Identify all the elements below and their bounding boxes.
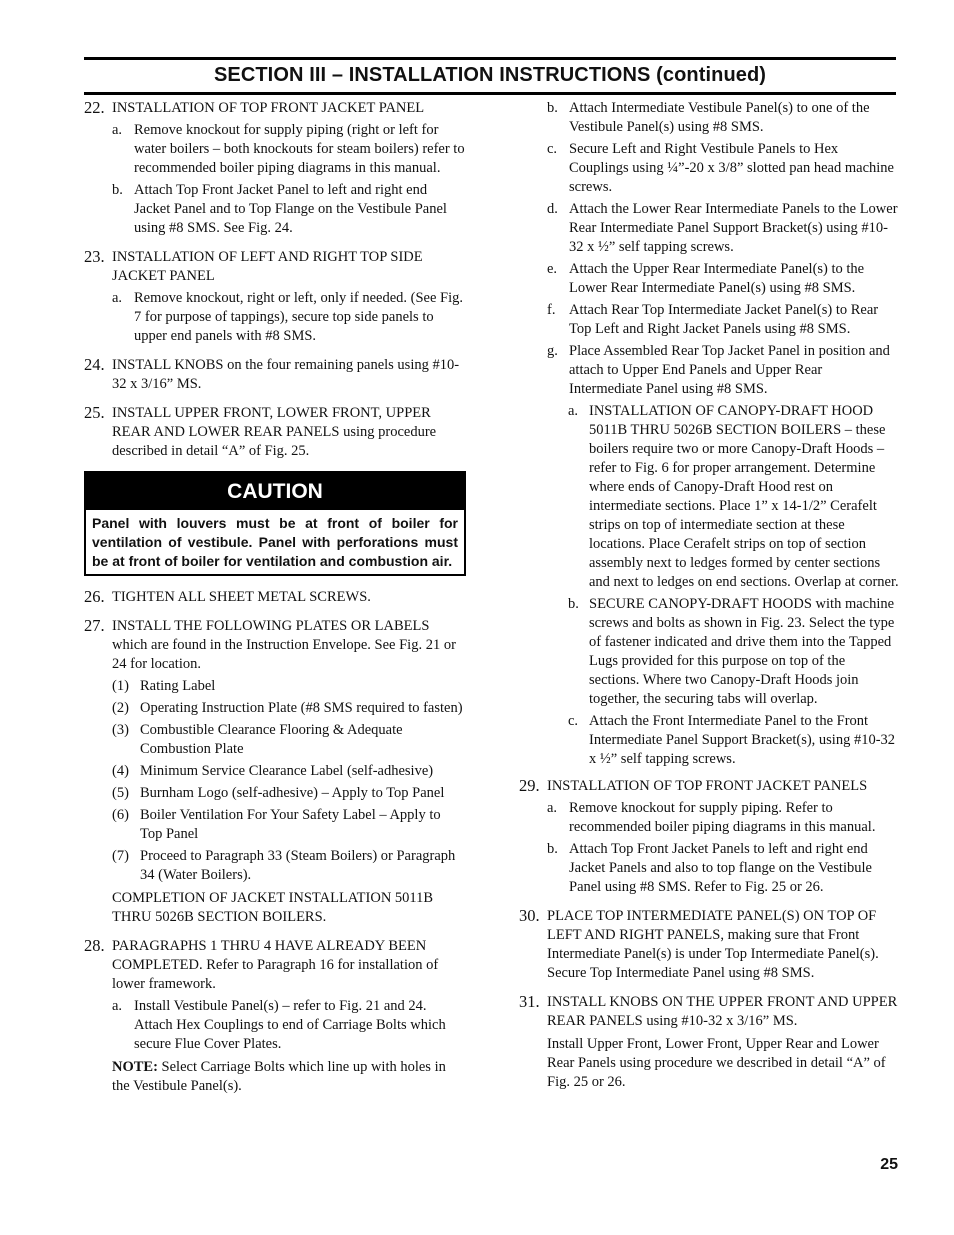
paragraph-heading: INSTALLATION OF TOP FRONT JACKET PANELS [547,778,868,794]
paragraph-heading: PARAGRAPHS 1 THRU 4 HAVE ALREADY BEEN COMPLETED. Refer to Paragraph 16 for installation of lower framework. [112,938,439,992]
sub-item-text: Remove knockout for supply piping (right or left for water boilers – both knockouts for steam boilers) refer to recommended boiler piping diagrams in this manual. [134,122,465,176]
list-item-label: (4) [112,763,129,779]
list-item-text: Operating Instruction Plate (#8 SMS required to fasten) [140,700,463,716]
sub-item [547,840,899,897]
sub-item-text: Remove knockout, right or left, only if needed. (See Fig. 7 for purpose of tappings), secure top side panels to upper end panels with #8 SMS. [134,290,463,344]
paragraph-30 [519,907,899,983]
list-item-text: Combustible Clearance Flooring & Adequate Combustion Plate [140,722,403,757]
sub-item [547,799,899,837]
paragraph-heading: INSTALLATION OF LEFT AND RIGHT TOP SIDE JACKET PANEL [112,249,423,284]
sub-item-text: Attach the Upper Rear Intermediate Panel(s) to the Lower Rear Intermediate Panel(s) using #8 SMS. [569,261,865,296]
canopy-step-text: SECURE CANOPY-DRAFT HOODS with machine screws and bolts as shown in Fig. 23. Select the type of fastener indicated and drive them into the Tapped Lugs provided for this purpose on top of the sections. Where two Canopy-Draft Hoods join together, the securing tabs will overlap. [589,596,895,707]
sub-item [547,200,899,257]
sub-item-label: a. [112,998,123,1014]
paragraph-number: 22. [84,98,105,117]
sub-item [112,181,466,238]
paragraph-heading: INSTALL KNOBS on the four remaining panels using #10-32 x 3/16” MS. [112,357,460,392]
paragraph-number: 28. [84,936,105,955]
sub-item-text: Attach Top Front Jacket Panel to left and right end Jacket Panel and to Top Flange on the Vestibule Panel using #8 SMS. See Fig. 24. [134,182,447,236]
paragraph-number: 26. [84,587,105,606]
header-rule-bottom [84,92,896,95]
list-item-text: Burnham Logo (self-adhesive) – Apply to Top Panel [140,785,445,801]
sub-item-label: f. [547,302,556,318]
sub-item-text: Attach Top Front Jacket Panels to left and right end Jacket Panels and also to top flange on the Vestibule Panel using #8 SMS. Refer to Fig. 25 or 26. [569,841,872,895]
paragraph-heading: INSTALLATION OF TOP FRONT JACKET PANEL [112,100,425,116]
sub-item-label: g. [547,343,558,359]
list-item [112,721,466,759]
list-item-label: (7) [112,848,129,864]
note-label: NOTE: [112,1059,158,1075]
paragraph-26 [84,588,466,607]
sub-item-label: b. [547,100,558,116]
sub-item-text: Place Assembled Rear Top Jacket Panel in position and attach to Upper End Panels and Upper Rear Intermediate Panel using #8 SMS. [569,343,890,397]
sub-item-label: a. [112,122,123,138]
paragraph-29 [519,777,899,897]
paragraph-22 [84,99,466,238]
list-item-label: (2) [112,700,129,716]
list-item-label: (6) [112,807,129,823]
canopy-step-label: c. [568,713,579,729]
caution-box [84,471,466,576]
paragraph-number: 25. [84,403,105,422]
list-item-text: Boiler Ventilation For Your Safety Label – Apply to Top Panel [140,807,441,842]
sub-item-label: e. [547,261,558,277]
sub-item-label: b. [112,182,123,198]
sub-item [112,997,466,1054]
list-item-text: Proceed to Paragraph 33 (Steam Boilers) or Paragraph 34 (Water Boilers). [140,848,456,883]
paragraph-heading: INSTALL THE FOLLOWING PLATES OR LABELS which are found in the Instruction Envelope. See Fig. 21 or 24 for location. [112,618,456,672]
sub-item-text: Remove knockout for supply piping. Refer to recommended boiler piping diagrams in this manual. [569,800,876,835]
paragraph-number: 23. [84,247,105,266]
paragraph-number: 29. [519,776,540,795]
sub-item-label: a. [112,290,123,306]
header-rule-top [84,57,896,60]
sub-item [112,121,466,178]
sub-item [112,289,466,346]
canopy-step-label: b. [568,596,579,612]
paragraph-heading: PLACE TOP INTERMEDIATE PANEL(S) ON TOP OF LEFT AND RIGHT PANELS, making sure that Front Intermediate Panel(s) is under Top Intermediate Panel(s). Secure Top Intermediate Panel using #8 SMS. [547,908,879,981]
left-column [84,99,466,1106]
list-item-label: (1) [112,678,129,694]
right-column [519,99,899,1102]
sub-item [547,260,899,298]
note [112,1058,466,1096]
paragraph-31 [519,993,899,1092]
list-item-text: Minimum Service Clearance Label (self-adhesive) [140,763,434,779]
paragraph-24 [84,356,466,394]
sub-item-text: Attach Rear Top Intermediate Jacket Panel(s) to Rear Top Left and Right Jacket Panels using #8 SMS. [569,302,879,337]
list-item-label: (3) [112,722,129,738]
sub-item-label: a. [547,800,558,816]
paragraph-number: 24. [84,355,105,374]
caution-title: CAUTION [86,473,464,510]
sub-item [547,140,899,197]
sub-item-label: d. [547,201,558,217]
list-item-label: (5) [112,785,129,801]
sub-item-label: b. [547,841,558,857]
paragraph-heading: INSTALL UPPER FRONT, LOWER FRONT, UPPER REAR AND LOWER REAR PANELS using procedure described in detail “A” of Fig. 25. [112,405,437,459]
canopy-step-text: Attach the Front Intermediate Panel to the Front Intermediate Panel Support Bracket(s), using #10-32 x ½” self tapping screws. [589,713,896,767]
list-item [112,784,466,803]
paragraph-28-continued [519,99,899,769]
paragraph-number: 30. [519,906,540,925]
paragraph-note: Install Upper Front, Lower Front, Upper Rear and Lower Rear Panels using procedure we described in detail “A” of Fig. 25 or 26. [547,1036,886,1090]
list-item [112,762,466,781]
list-item [112,847,466,885]
canopy-step [547,402,899,592]
canopy-step [547,595,899,709]
paragraph-heading: INSTALL KNOBS ON THE UPPER FRONT AND UPPER REAR PANELS using #10-32 x 3/16” MS. [547,994,898,1029]
sub-item [547,99,899,137]
caution-text: Panel with louvers must be at front of boiler for ventilation of vestibule. Panel with perforations must be at front of boiler for ventilation and combustion air. [92,515,458,569]
paragraph-27 [84,617,466,927]
paragraph-number: 31. [519,992,540,1011]
list-item [112,699,466,718]
page-number: 25 [880,1156,898,1173]
paragraph-28 [84,937,466,1096]
paragraph-heading: TIGHTEN ALL SHEET METAL SCREWS. [112,589,371,605]
sub-item-text: Attach the Lower Rear Intermediate Panels to the Lower Rear Intermediate Panel Support Bracket(s) using #10-32 x ½” self tapping screws. [569,201,898,255]
canopy-step-label: a. [568,403,579,419]
note-text: Select Carriage Bolts which line up with holes in the Vestibule Panel(s). [112,1059,446,1094]
sub-item-text: Secure Left and Right Vestibule Panels to Hex Couplings using ¼”-20 x 3/8” slotted pan head machine screws. [569,141,894,195]
completion-note: COMPLETION OF JACKET INSTALLATION 5011B THRU 5026B SECTION BOILERS. [112,890,434,925]
canopy-step [547,712,899,769]
paragraph-number: 27. [84,616,105,635]
sub-item [547,342,899,399]
section-title: SECTION III – INSTALLATION INSTRUCTIONS (continued) [213,64,767,86]
paragraph-25 [84,404,466,461]
list-item [112,677,466,696]
list-item [112,806,466,844]
canopy-step-text: INSTALLATION OF CANOPY-DRAFT HOOD 5011B THRU 5026B SECTION BOILERS – these boilers require two or more Canopy-Draft Hoods – refer to Fig. 6 for proper arrangement. Determine where ends of Canopy-Draft Hood rest on intermediate sections. Place 1” x 14-1/2” Cerafelt strips on top of intermediate section at these locations. Place Cerafelt strips on top of section assembly next to ledges formed by center sections and next to ledges on end sections. Overlap at corner. [589,403,899,590]
paragraph-23 [84,248,466,346]
sub-item-text: Attach Intermediate Vestibule Panel(s) to one of the Vestibule Panel(s) using #8 SMS. [569,100,870,135]
sub-item-label: c. [547,141,558,157]
sub-item-text: Install Vestibule Panel(s) – refer to Fig. 21 and 24. Attach Hex Couplings to end of Carriage Bolts which secure Flue Cover Plates. [134,998,446,1052]
list-item-text: Rating Label [140,678,216,694]
sub-item [547,301,899,339]
